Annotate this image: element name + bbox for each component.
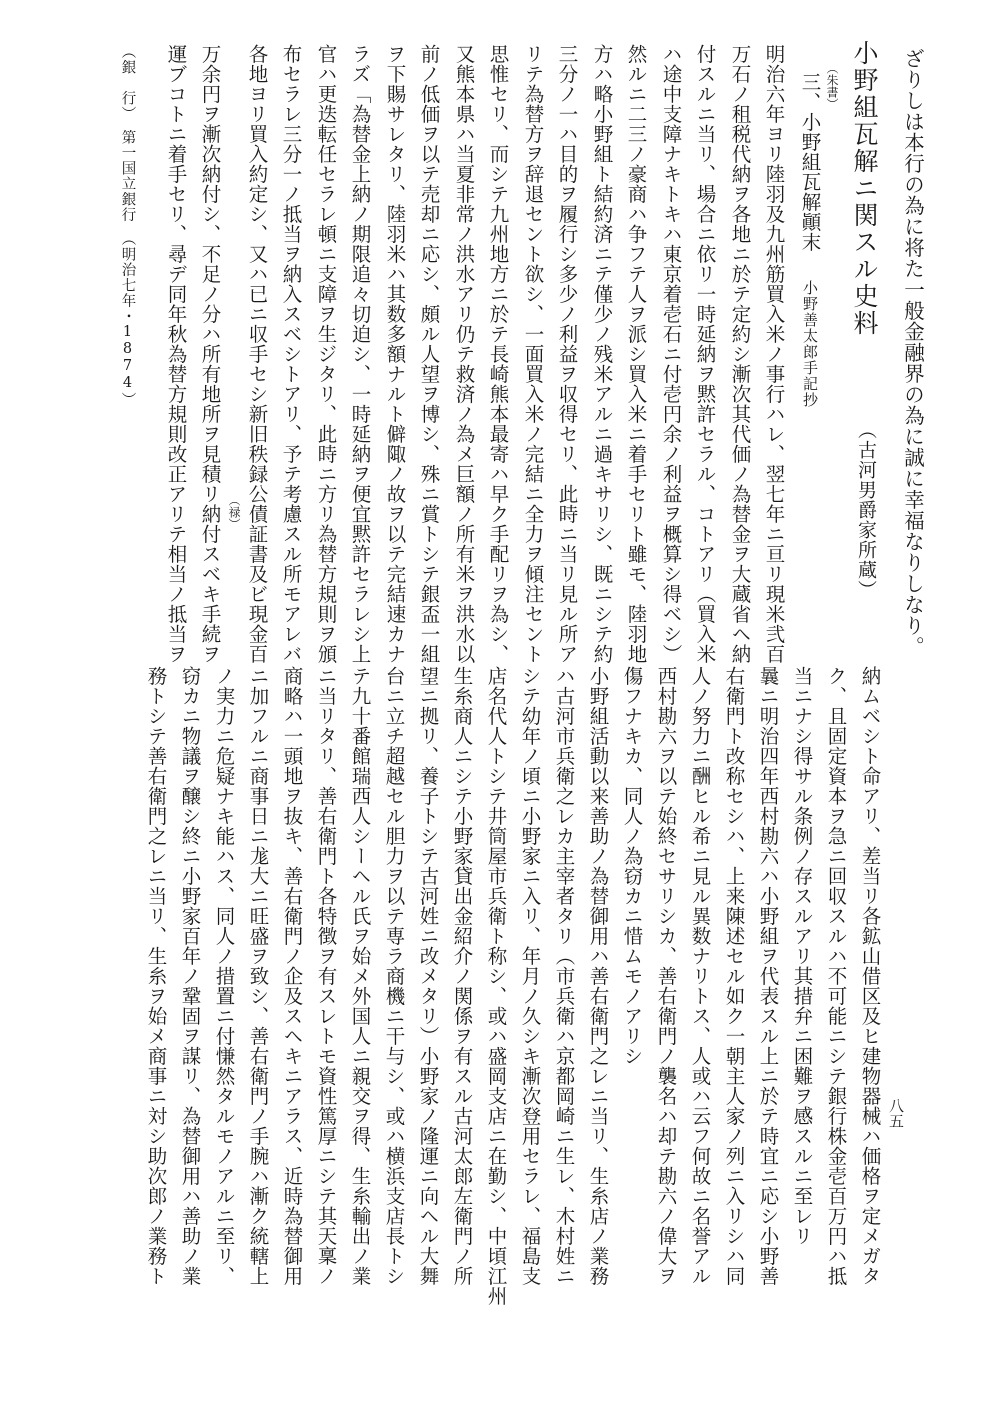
upper-line: ラズ「為替金上納ノ期限追々切迫シ、一時延納ヲ便宜黙許セラレシ上 — [348, 44, 372, 664]
lower-line: 当ニナシ得サル条例ノ存スルアリ其措弁ニ困難ヲ感スルニ至レリ — [790, 666, 814, 1246]
lower-line: 人ノ努力ニ酬ヒル希ニ見ル異数ナリトス、人或ハ云フ何故ニ名誉アル — [688, 666, 712, 1286]
heading-note: 小野善太郎手記抄 — [801, 280, 819, 408]
lower-line: 傷フナキカ、同人ノ為窃カニ惜ムモノアリシ — [620, 666, 644, 1066]
lower-line: ニ当リタリ、善右衛門ト各特徴ヲ有スレトモ資性篤厚ニシテ其天稟ノ — [314, 666, 338, 1286]
annotation-shusho: （朱書） — [825, 62, 839, 110]
lower-line: 窃カニ物議ヲ醸シ終ニ小野家百年ノ鞏固ヲ謀リ、為替御用ハ善助ノ業 — [178, 666, 202, 1286]
upper-line: ヲ下賜サレタリ、陸羽米ハ其数多額ナルト僻陬ノ故ヲ以テ完結速カナ — [383, 44, 407, 664]
lower-line: 望ニ拠リ、養子トシテ古河姓ニ改メタリ）小野家ノ隆運ニ向ヘル大舞 — [416, 666, 440, 1286]
lower-line: ニ加フルニ商事日ニ尨大ニ旺盛ヲ致シ、善右衛門ノ手腕ハ漸ク統轄上 — [246, 666, 270, 1286]
upper-line: 又熊本県ハ当夏非常ノ洪水アリ仍テ救済ノ為メ巨額ノ所有米ヲ洪水以 — [452, 44, 476, 664]
section-heading: 三、小野組瓦解顚末 — [798, 72, 822, 252]
page-number: 八五 — [887, 1098, 905, 1129]
running-footer: （銀 行） 第一国立銀行 （明治七年・1874） — [119, 44, 136, 408]
lower-line: 生糸商人ニシテ小野家貸出金紹介ノ関係ヲ有スル古河太郎左衛門ノ所 — [450, 666, 474, 1286]
lower-line: ノ実力ニ危疑ナキ能ハス、同人ノ措置ニ付慊然タルモノアルニ至リ、 — [212, 666, 236, 1286]
upper-line: 万余円ヲ漸次納付シ、不足ノ分ハ所有地所ヲ見積リ納付スベキ手続ヲ — [198, 44, 222, 664]
upper-line: 付スルニ当リ、場合ニ依リ一時延納ヲ黙許セラル、コトアリ（買入米 — [693, 44, 717, 664]
section-title: 小野組瓦解ニ関スル史料 — [850, 40, 879, 337]
lower-line: 右衛門ト改称セシハ、上来陳述セル如ク一朝主人家ノ列ニ入リシハ同 — [722, 666, 746, 1286]
lower-line: 務トシテ善右衛門之レニ当リ、生糸ヲ始メ商事ニ対シ助次郎ノ業務ト — [144, 666, 168, 1286]
upper-line: 万石ノ租税代納ヲ各地ニ於テ定約シ漸次其代価ノ為替金ヲ大蔵省ヘ納 — [728, 44, 752, 664]
opening-sentence: ざりしは本行の為に将た一般金融界の為に誠に幸福なりしなり。 — [900, 48, 925, 657]
lower-line: 小野組活動以来善助ノ為替御用ハ善右衛門之レニ当リ、生糸店ノ業務 — [586, 666, 610, 1286]
lower-line: 曩ニ明治四年西村勘六ハ小野組ヲ代表スル上ニ於テ時宜ニ応シ小野善 — [756, 666, 780, 1286]
lower-line: 店名代人トシテ井筒屋市兵衛ト称シ、或ハ盛岡支店ニ在勤シ、中頃江州 — [484, 666, 508, 1306]
upper-line: リテ為替方ヲ辞退セント欲シ、一面買入米ノ完結ニ全力ヲ傾注セント — [521, 44, 545, 664]
source-note: （古河男爵家所蔵） — [855, 420, 877, 600]
lower-line: 西村勘六ヲ以テ始終セサリシカ、善右衛門ノ襲名ハ却テ勘六ノ偉大ヲ — [654, 666, 678, 1286]
upper-line: 各地ヨリ買入約定シ、又ハ已ニ収手セシ新旧秩録公債証書及ビ現金百 — [245, 44, 269, 664]
lower-line: シテ幼年ノ頃ニ小野家ニ入リ、年月ノ久シキ漸次登用セラレ、福島支 — [518, 666, 542, 1286]
upper-line: 官ハ更迭転任セラレ頓ニ支障ヲ生ジタリ、此時ニ方リ為替方規則ヲ頒 — [314, 44, 338, 664]
annotation-roku: （禄） — [227, 494, 241, 530]
lower-line: テ九十番館瑞西人シーヘル氏ヲ始メ外国人ニ親交ヲ得、生糸輸出ノ業 — [348, 666, 372, 1286]
lower-line: 台ニ立チ超越セル胆力ヲ以テ専ラ商機ニ干与シ、或ハ横浜支店長トシ — [382, 666, 406, 1286]
upper-line: 運ブコトニ着手セリ、尋デ同年秋為替方規則改正アリテ相当ノ抵当ヲ — [164, 44, 188, 664]
lower-line: ハ古河市兵衛之レカ主宰者タリ（市兵衛ハ京都岡崎ニ生レ、木村姓ニ — [552, 666, 576, 1286]
upper-line: 思惟セリ、而シテ九州地方ニ於テ長崎熊本最寄ハ早ク手配リヲ為シ、 — [486, 44, 510, 664]
upper-line: 布セラレ三分一ノ抵当ヲ納入スベシトアリ、予テ考慮スル所モアレバ — [279, 44, 303, 664]
upper-line: 方ハ略小野組ト結約済ニテ僅少ノ残米アルニ過キサリシ、既ニシテ約 — [590, 44, 614, 664]
upper-line: 然ルニ二三ノ豪商ハ争フテ人ヲ派シ買入米ニ着手セリト雖モ、陸羽地 — [624, 44, 648, 664]
upper-line: 明治六年ヨリ陸羽及九州筋買入米ノ事行ハレ、翌七年ニ亘リ現米弐百 — [762, 44, 786, 664]
lower-line: 納ムベシト命アリ、差当リ各鉱山借区及ヒ建物器械ハ価格ヲ定メガタ — [858, 666, 882, 1286]
upper-line: 前ノ低価ヲ以テ売却ニ応シ、頗ル人望ヲ博シ、殊ニ賞トシテ銀盃一組 — [417, 44, 441, 664]
lower-line: 商略ハ一頭地ヲ抜キ、善右衛門ノ企及スヘキニアラス、近時為替御用 — [280, 666, 304, 1286]
upper-line: 三分ノ一ハ目的ヲ履行シ多少ノ利益ヲ収得セリ、此時ニ当リ見ル所ア — [555, 44, 579, 664]
lower-line: ク、且固定資本ヲ急ニ回収スルハ不可能ニシテ銀行株金壱百万円ハ抵 — [824, 666, 848, 1286]
upper-line: ハ途中支障ナキトキハ東京着壱石ニ付壱円余ノ利益ヲ概算シ得ベシ） — [659, 44, 683, 664]
